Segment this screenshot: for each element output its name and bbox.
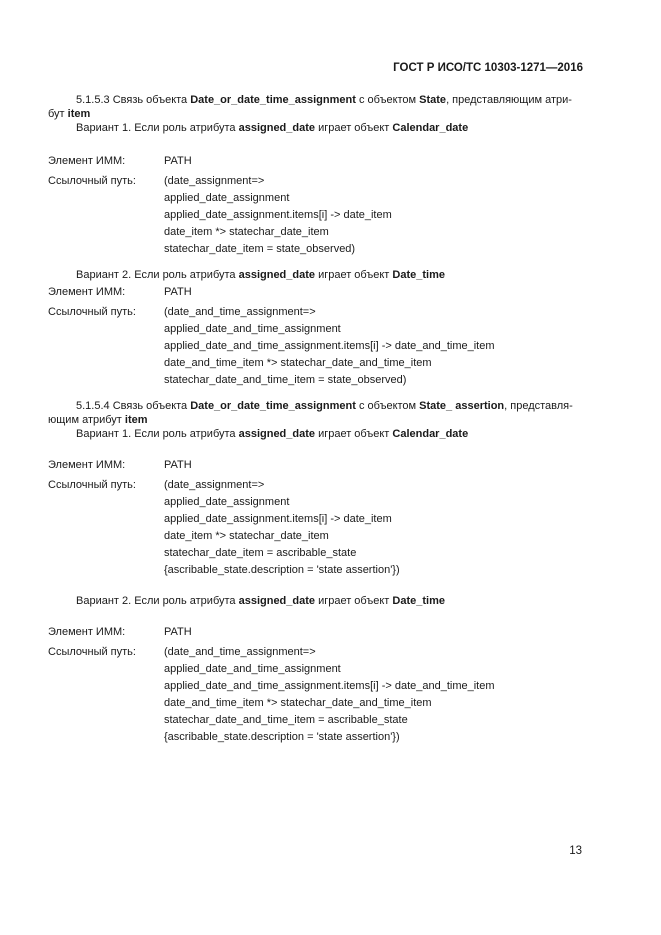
reference-path-row: Ссылочный путь: (date_assignment=> applied_date_assignment applied_date_assignment.items[i] -> date_item date_item *> statechar_date_item statechar_date_item = ascribable_state {ascribable_state.description = 'state assertion'}) xyxy=(48,477,582,579)
section-5-1-5-3-heading: 5.1.5.3 Связь объекта Date_or_date_time_assignment с объектом State, представляющим атри- бут item xyxy=(48,94,572,120)
variant-1-caption: Вариант 1. Если роль атрибута assigned_date играет объект Calendar_date xyxy=(76,428,469,440)
element-imm-row: Элемент ИММ: PATH xyxy=(48,626,192,638)
document-body xyxy=(48,93,582,746)
reference-path-row: Ссылочный путь: (date_and_time_assignment=> applied_date_and_time_assignment applied_date_and_time_assignment.items[i] -> date_and_time_item date_and_time_item *> statechar_date_and_time_item statechar_date_and_time_item = ascribable_state {ascribable_state.description = 'state assertion'}) xyxy=(48,644,582,746)
reference-path-row: Ссылочный путь: (date_assignment=> applied_date_assignment applied_date_assignment.items[i] -> date_item date_item *> statechar_date_item statechar_date_item = state_observed) xyxy=(48,173,582,258)
reference-path-row: Ссылочный путь: (date_and_time_assignment=> applied_date_and_time_assignment applied_date_and_time_assignment.items[i] -> date_and_time_item date_and_time_item *> statechar_date_and_time_item statechar_date_and_time_item = state_observed) xyxy=(48,304,582,389)
element-imm-row: Элемент ИММ: PATH xyxy=(48,155,192,167)
variant-2-caption: Вариант 2. Если роль атрибута assigned_date играет объект Date_time xyxy=(76,595,445,607)
reference-path-lines: (date_assignment=> applied_date_assignment applied_date_assignment.items[i] -> date_item date_item *> statechar_date_item statechar_date_item = state_observed) xyxy=(164,175,392,255)
document-header: ГОСТ Р ИСО/ТС 10303-1271—2016 xyxy=(393,62,583,74)
variant-2-caption: Вариант 2. Если роль атрибута assigned_date играет объект Date_time xyxy=(76,269,445,281)
variant-1-caption: Вариант 1. Если роль атрибута assigned_date играет объект Calendar_date xyxy=(76,122,469,134)
element-imm-row: Элемент ИММ: PATH xyxy=(48,459,192,471)
reference-path-lines: (date_and_time_assignment=> applied_date_and_time_assignment applied_date_and_time_assignment.items[i] -> date_and_time_item date_and_time_item *> statechar_date_and_time_item statechar_date_and_time_item = state_observed) xyxy=(164,306,495,386)
reference-path-lines: (date_assignment=> applied_date_assignment applied_date_assignment.items[i] -> date_item date_item *> statechar_date_item statechar_date_item = ascribable_state {ascribable_state.description = 'state assertion'}) xyxy=(164,479,400,576)
element-imm-row: Элемент ИММ: PATH xyxy=(48,286,192,298)
reference-path-lines: (date_and_time_assignment=> applied_date_and_time_assignment applied_date_and_time_assignment.items[i] -> date_and_time_item date_and_time_item *> statechar_date_and_time_item statechar_date_and_time_item = ascribable_state {ascribable_state.description = 'state assertion'}) xyxy=(164,646,495,743)
section-5-1-5-4-heading: 5.1.5.4 Связь объекта Date_or_date_time_assignment с объектом State_ assertion, представля- ющим атрибут item xyxy=(48,400,573,426)
page-number: 13 xyxy=(569,845,582,857)
